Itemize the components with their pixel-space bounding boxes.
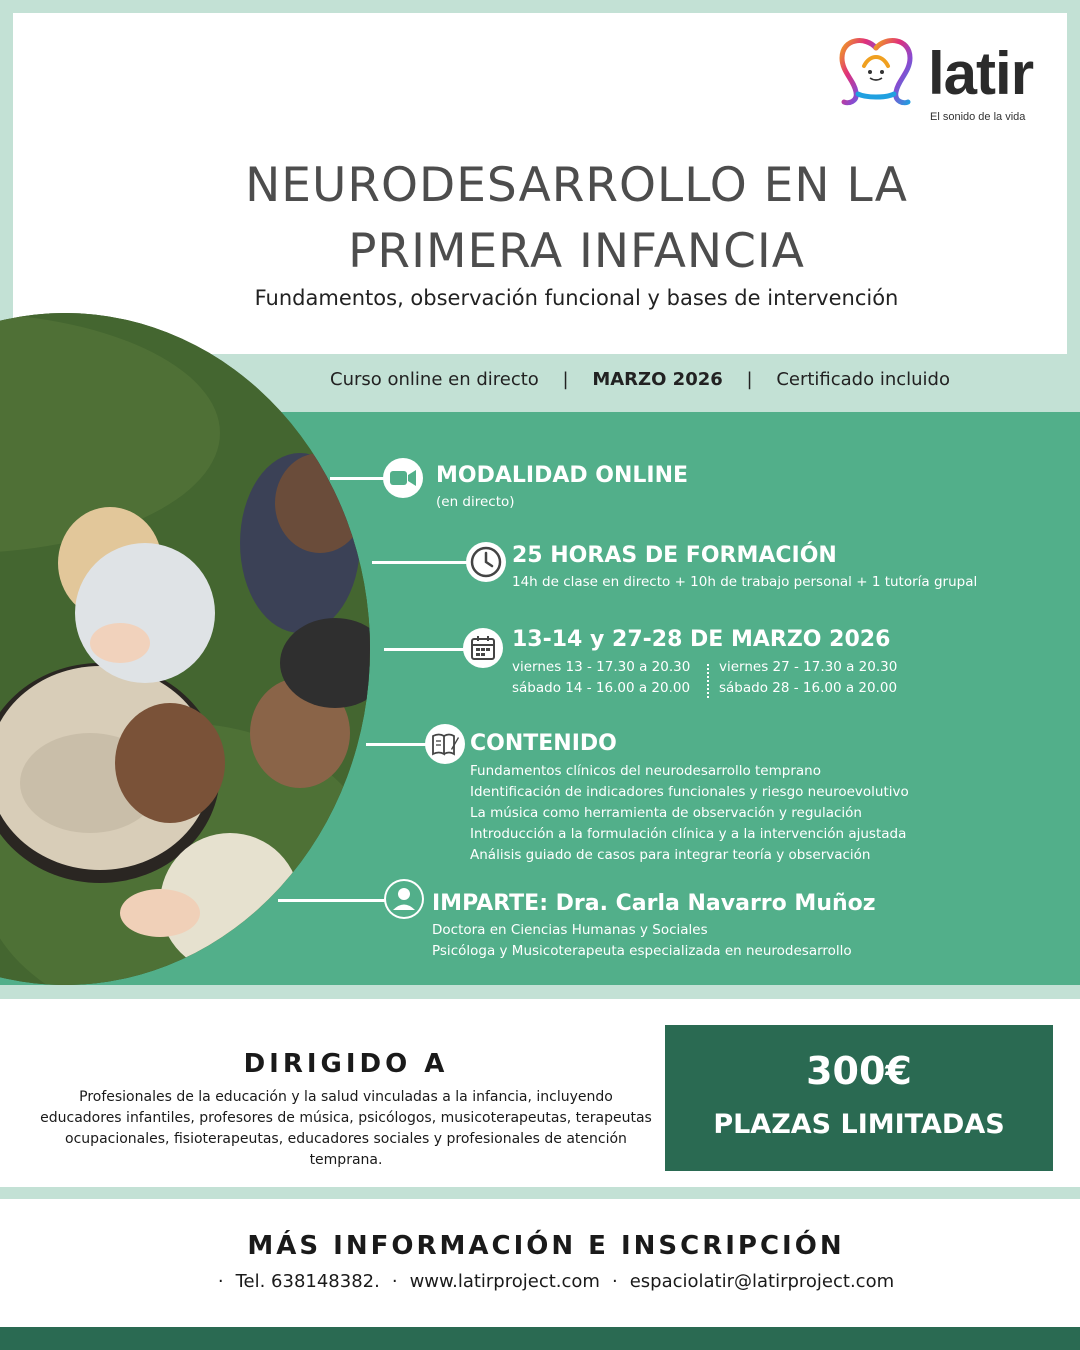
info-bar [260, 369, 1020, 390]
fecha-item: viernes 27 - 17.30 a 20.30 [719, 659, 898, 675]
contenido-title: CONTENIDO [470, 731, 617, 756]
bullet: · [391, 1271, 398, 1292]
latir-logo-icon [836, 36, 916, 106]
list-item: Análisis guiado de casos para integrar teoría y observación [470, 847, 871, 863]
logo-tagline: El sonido de la vida [930, 111, 1026, 123]
person-icon [384, 879, 424, 919]
connector-line [384, 648, 474, 651]
video-camera-icon [383, 458, 423, 498]
dirigido-text: Profesionales de la educación y la salud vinculadas a la infancia, incluyendo educadores infantiles, profesores de música, psicólogos, musicoterapeutas, terapeutas ocupacionales, fisioterapeutas, educadores sociales y profesionales de atención temprana. [40, 1089, 652, 1168]
info-separator: | [562, 369, 569, 390]
fecha-item: sábado 14 - 16.00 a 20.00 [512, 680, 691, 696]
info-title: MÁS INFORMACIÓN E INSCRIPCIÓN [247, 1231, 845, 1261]
horas-title: 25 HORAS DE FORMACIÓN [512, 543, 837, 568]
clock-icon [466, 542, 506, 582]
horas-text: 14h de clase en directo + 10h de trabajo personal + 1 tutoría grupal [512, 574, 978, 590]
info-certificate: Certificado incluido [776, 369, 950, 390]
page-subtitle: Fundamentos, observación funcional y bases de intervención [254, 286, 899, 310]
website-link[interactable]: www.latirproject.com [409, 1271, 600, 1292]
credential-line: Psicóloga y Musicoterapeuta especializada en neurodesarrollo [432, 943, 852, 959]
list-item: La música como herramienta de observación y regulación [470, 805, 862, 821]
limited-seats: PLAZAS LIMITADAS [713, 1109, 1005, 1140]
logo-wordmark: latir [928, 40, 1034, 107]
title-line-1: NEURODESARROLLO EN LA [245, 158, 908, 213]
bullet: · [217, 1271, 224, 1292]
date-divider [707, 664, 709, 698]
page-title [100, 153, 1053, 285]
list-item: Identificación de indicadores funcionales y riesgo neuroevolutivo [470, 784, 909, 800]
email-link[interactable]: espaciolatir@latirproject.com [629, 1271, 895, 1292]
footer-bar [0, 1327, 1080, 1350]
fechas-title: 13-14 y 27-28 DE MARZO 2026 [512, 627, 891, 652]
credential-line: Doctora en Ciencias Humanas y Sociales [432, 922, 708, 938]
connector-line [366, 743, 432, 746]
list-item: Fundamentos clínicos del neurodesarrollo temprano [470, 763, 821, 779]
bullet: · [611, 1271, 618, 1292]
imparte-lines [432, 920, 852, 962]
info-format: Curso online en directo [330, 369, 539, 390]
phone-number[interactable]: Tel. 638148382. [235, 1271, 380, 1292]
document-pen-icon [425, 724, 465, 764]
footer-panel [0, 1199, 1080, 1327]
fechas-right [719, 657, 897, 699]
modalidad-title: MODALIDAD ONLINE [436, 463, 689, 488]
contact-line [150, 1271, 950, 1292]
title-line-2: PRIMERA INFANCIA [348, 224, 805, 279]
price-amount: 300€ [806, 1049, 912, 1093]
calendar-icon [463, 628, 503, 668]
modalidad-text: (en directo) [436, 494, 515, 510]
price-box [665, 1025, 1053, 1171]
fecha-item: sábado 28 - 16.00 a 20.00 [719, 680, 898, 696]
list-item: Introducción a la formulación clínica y a la intervención ajustada [470, 826, 907, 842]
fecha-item: viernes 13 - 17.30 a 20.30 [512, 659, 691, 675]
connector-line [278, 899, 388, 902]
imparte-title: IMPARTE: Dra. Carla Navarro Muñoz [432, 891, 876, 916]
dirigido-title: DIRIGIDO A [243, 1049, 449, 1079]
contenido-list [470, 761, 909, 866]
fechas-left [512, 657, 690, 699]
connector-line [330, 477, 390, 480]
info-date: MARZO 2026 [592, 369, 723, 390]
info-separator: | [746, 369, 753, 390]
connector-line [372, 561, 472, 564]
